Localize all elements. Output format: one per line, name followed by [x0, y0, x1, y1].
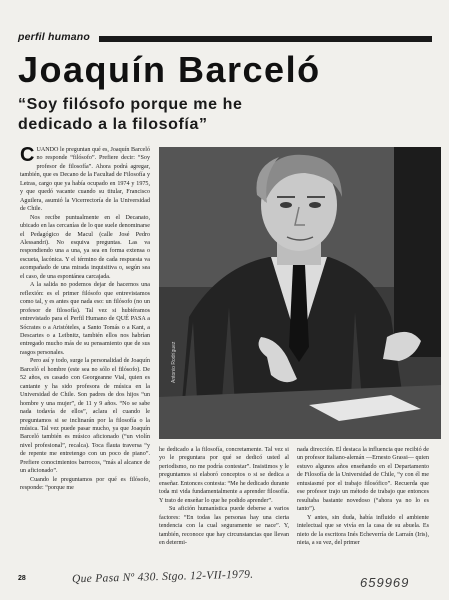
article-column-right [297, 446, 429, 547]
subhead: “Soy filósofo porque me he dedicado a la filosofía” [18, 96, 243, 133]
headline: Joaquín Barceló [18, 49, 321, 90]
article-paragraph: nada dirección. El destaca la influencia que recibió de un profesor italiano-alemán —Ernesto Grassi— quien estuvo algunos años enseñando en el Departamento de Filosofía de la Universidad de Chile, “y con él me entusiasmé por el trabajo filosófico”. Recuerda que ese profesor trajo un método de trabajo que entonces resultaba bastante novedoso (“ahora ya no lo es tanto”). [297, 447, 429, 513]
portrait-photo [159, 147, 441, 439]
article-paragraph: Pero así y todo, surge la personalidad de Joaquín Barceló el hombre (este sea no sólo el filósofo). De 52 años, es casado con Georgeanne Vial, quien es cantante y ha sido profesora de música en la Universidad de Chile. Son padres de dos hijos “un hombre y una mujer”, de 11 y 9 años. “No se sabe nada todavía de ellos”, aclara el cuando le preguntamos si se inclinarán por la filosofía o la música. Tal vez puede pasar mucho, ya que Joaquín Barceló también es músico aficionado (“un violín nivel profesional”, recalca). Toca flauta traversa “y de repente me entretengo con un poco de piano”. Prefiere conocimientos barrocos, “más al alcance de un aficionado”. [20, 358, 150, 475]
article-paragraph: Y antes, sin duda, había influido el ambiente intelectual que se vivía en la casa de su abuela. Es nieto de la escritora Inés Echeverría de Larraín (Iris), nieta, a su vez, del primer [297, 514, 429, 546]
article-paragraph [20, 146, 150, 214]
article-paragraph: he dedicado a la filosofía, concretamente. Tal vez si yo le preguntara por qué se dedicó usted al periodismo, no me podría contestar”. Insistimos y le preguntamos si elaboró conceptos o si se dedica a enseñar. Entonces contesta: “Me he dedicado durante toda mi vida fundamentalmente a aprender filosofía. Y trato de enseñar lo que he podido aprender”. [159, 447, 289, 504]
article-paragraph: A la salida no podemos dejar de hacernos una reflexión: es el primer filósofo que entrevistamos como tal, y es antes que nada eso: un filósofo (no un profesor de filosofía). Tal vez si hubiéramos entrevistado para el Perfil Humano de QUÉ PASA a Sócrates o a Aristóteles, a Santo Tomás o a Kant, a Descartes o a Leibnitz, también ellos nos habrían entregado mucho más de su pensamiento que de sus rasgos personales. [20, 282, 150, 356]
archive-stamp: 659969 [360, 575, 410, 590]
article-column-middle [159, 446, 289, 547]
section-label: perfil humano [18, 31, 91, 43]
section-rule [99, 36, 432, 42]
article-paragraph: Su afición humanística puede deberse a varios factores: “En todas las personas hay una cierta tendencia con la cual seguramente se nace”. Y, también, reconoce que hay circunstancias que llevan en determi- [159, 506, 289, 546]
photo-credit: Antonio Rodríguez [171, 341, 177, 383]
paragraph-text: UANDO le preguntan qué es, Joaquín Barceló no responde “filósofo”. Prefiere decir: “Soy profesor de filosofía”. Ahora podrá agregar, también, que es Decano de la Facultad de Filosofía y Letras, cargo que ya había ocupado en 1974 y 1975, y que quedó vacante cuando su titular, Francisco Aguilera, asumió la Vicerrectoría de la Universidad de Chile. [20, 147, 150, 213]
article-paragraph: Nos recibe puntualmente en el Decanato, ubicado en las cercanías de lo que suele denominarse el Pedagógico de Macul (calle José Pedro Alessandri). No esquiva preguntas. Las va respondiendo una a una, ya sea en forma extensa o escueta, lacónica. Y el término de cada respuesta va acompañado de una mirada inquisitiva o, según sea el caso, de una espontánea carcajada. [20, 214, 150, 280]
drop-cap: C [20, 144, 35, 166]
article-column-left [20, 146, 150, 493]
portrait-illustration [159, 147, 441, 439]
article-paragraph: Cuando le preguntamos por qué es filósofo, responde: “porque me [20, 476, 150, 492]
handwritten-source-note: Que Pasa Nº 430. Stgo. 12-VII-1979. [71, 568, 254, 586]
page-number: 28 [18, 575, 26, 582]
